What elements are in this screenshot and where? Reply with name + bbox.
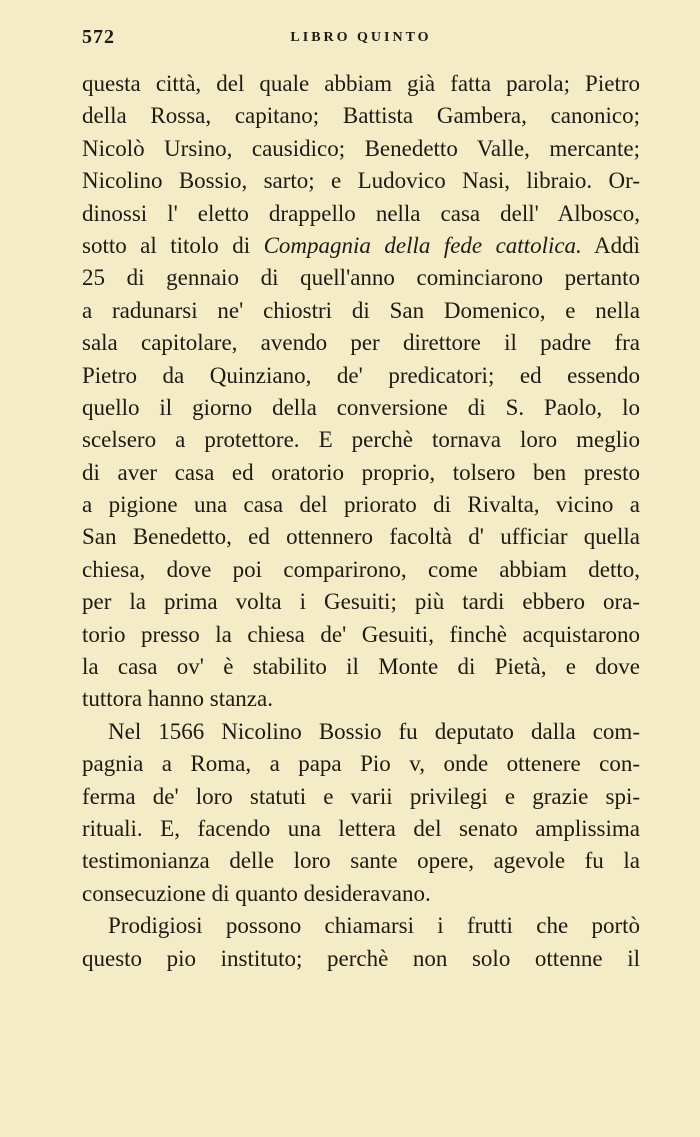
text-segment: sotto al titolo di <box>82 232 264 258</box>
text-line: della Rossa, capitano; Battista Gambera, canonico; <box>82 103 640 129</box>
text-line: chiesa, dove poi comparirono, come abbiam detto, <box>82 556 640 582</box>
text-line: a radunarsi ne' chiostri di San Domenico, e nella <box>82 297 640 323</box>
text-segment: Addì <box>581 232 640 258</box>
page-number: 572 <box>82 26 115 48</box>
text-line: Nicolino Bossio, sarto; e Ludovico Nasi, libraio. Or- <box>82 168 640 194</box>
text-line: sala capitolare, avendo per direttore il padre fra <box>82 330 640 356</box>
text-line: rituali. E, facendo una lettera del senato amplissima <box>82 815 640 841</box>
text-line: per la prima volta i Gesuiti; più tardi ebbero ora- <box>82 589 640 615</box>
running-head: LIBRO QUINTO <box>290 30 432 45</box>
text-line: consecuzione di quanto desideravano. <box>82 880 431 906</box>
text-line: pagnia a Roma, a papa Pio v, onde ottenere con- <box>82 751 640 777</box>
italic-title: Compagnia della fede cattolica. <box>263 232 582 258</box>
page-header <box>82 26 640 50</box>
text-line: San Benedetto, ed ottennero facoltà d' ufficiar quella <box>82 524 640 550</box>
text-line: tuttora hanno stanza. <box>82 686 273 712</box>
text-line: 25 di gennaio di quell'anno cominciarono pertanto <box>82 265 640 291</box>
text-line: torio presso la chiesa de' Gesuiti, finchè acquistarono <box>82 621 640 647</box>
text-line: Nel 1566 Nicolino Bossio fu deputato dalla com- <box>108 718 640 744</box>
text-line: testimonianza delle loro sante opere, agevole fu la <box>82 848 640 874</box>
text-line <box>82 230 640 262</box>
text-line: la casa ov' è stabilito il Monte di Pietà, e dove <box>82 654 640 680</box>
text-line: scelsero a protettore. E perchè tornava loro meglio <box>82 427 640 453</box>
text-line: di aver casa ed oratorio proprio, tolsero ben presto <box>82 459 640 485</box>
text-line: ferma de' loro statuti e varii privilegi e grazie spi- <box>82 783 640 809</box>
body-text <box>82 68 640 975</box>
text-line: Nicolò Ursino, causidico; Benedetto Valle, mercante; <box>82 135 640 161</box>
text-line: Prodigiosi possono chiamarsi i frutti che portò <box>108 913 640 939</box>
text-line: a pigione una casa del priorato di Rivalta, vicino a <box>82 492 640 518</box>
text-line: questa città, del quale abbiam già fatta parola; Pietro <box>82 71 640 96</box>
text-line: questo pio instituto; perchè non solo ottenne il <box>82 945 640 971</box>
text-line: Pietro da Quinziano, de' predicatori; ed essendo <box>82 362 640 388</box>
text-line: dinossi l' eletto drappello nella casa dell' Albosco, <box>82 200 640 226</box>
text-line: quello il giorno della conversione di S. Paolo, lo <box>82 394 640 420</box>
